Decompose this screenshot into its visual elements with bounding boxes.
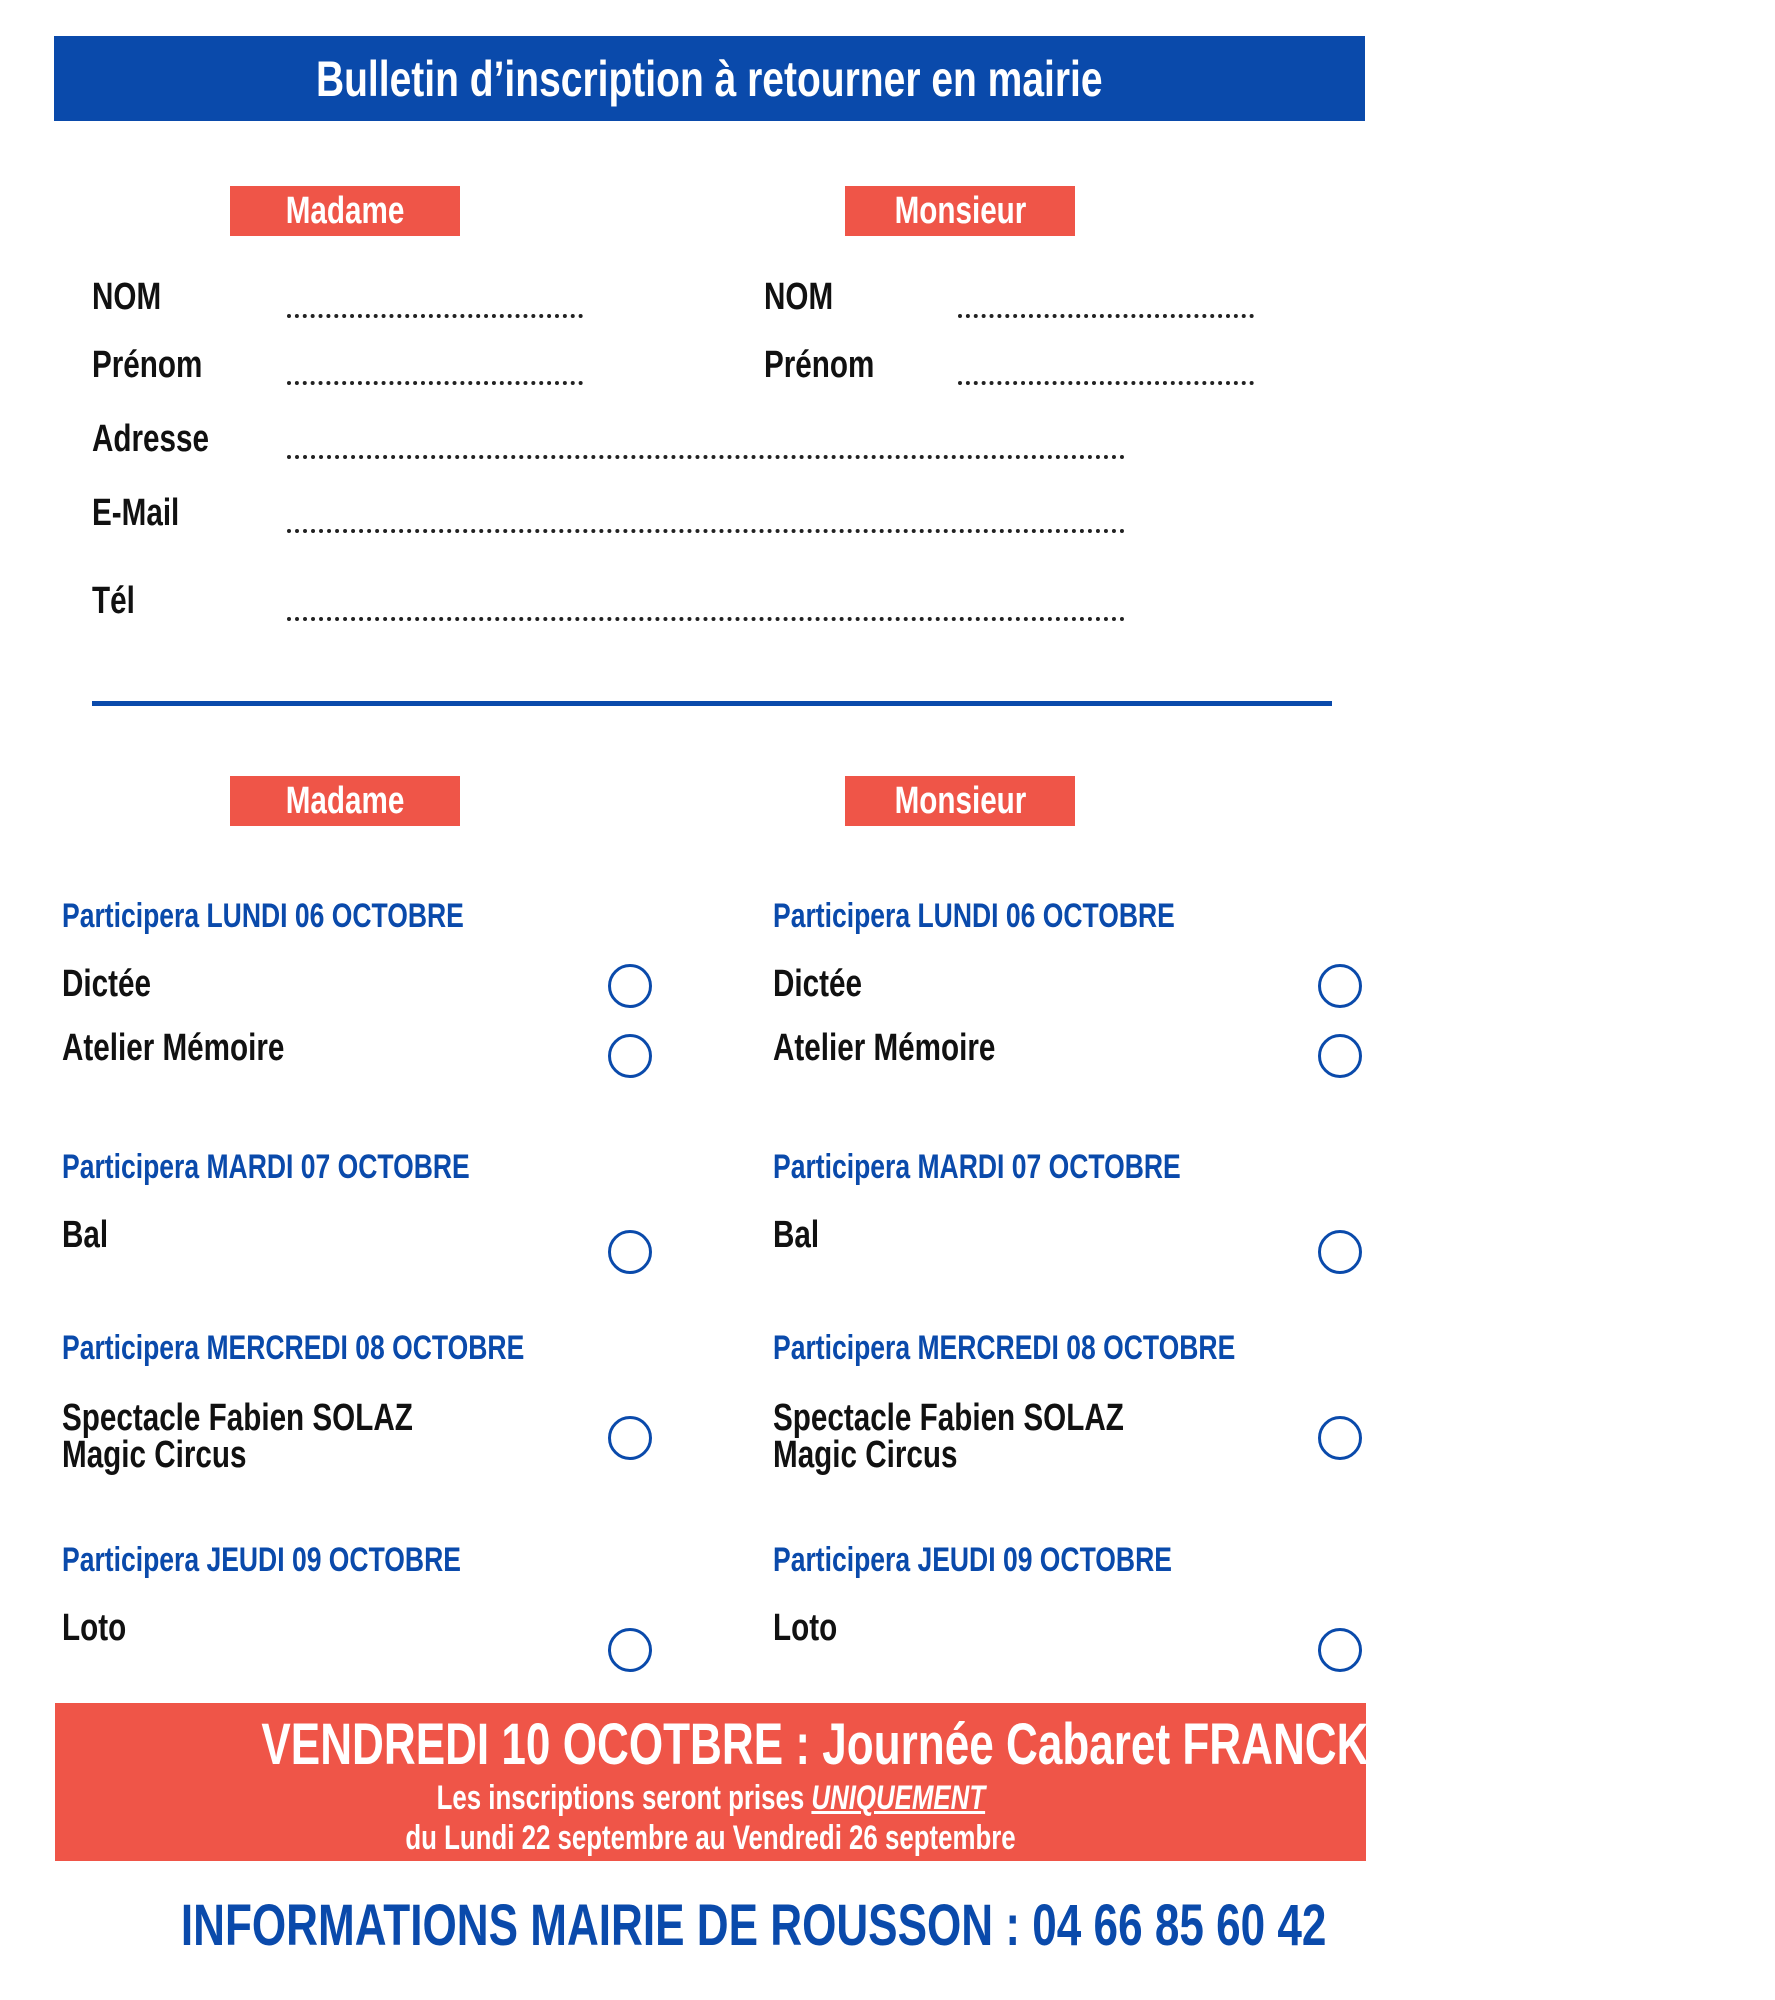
title-banner xyxy=(54,36,1365,121)
day-heading-jeudi-monsieur: Participera JEUDI 09 OCTOBRE xyxy=(773,1541,1172,1579)
radio-dictee-monsieur[interactable] xyxy=(1318,964,1362,1008)
radio-loto-madame[interactable] xyxy=(608,1628,652,1672)
email-field[interactable] xyxy=(287,529,1125,533)
footer-line-2-emphasis: UNIQUEMENT xyxy=(811,1779,985,1817)
day-heading-mercredi-monsieur: Participera MERCREDI 08 OCTOBRE xyxy=(773,1329,1236,1367)
page-title: Bulletin d’inscription à retourner en mairie xyxy=(316,50,1103,107)
day-heading-mardi-monsieur: Participera MARDI 07 OCTOBRE xyxy=(773,1148,1181,1186)
radio-atelier-madame[interactable] xyxy=(608,1034,652,1078)
radio-spectacle-madame[interactable] xyxy=(608,1416,652,1460)
prenom-field-monsieur[interactable] xyxy=(958,381,1254,385)
adresse-field[interactable] xyxy=(287,455,1125,459)
footer-headline: VENDREDI 10 OCOTBRE : Journée Cabaret FRANCKY FOLIES xyxy=(261,1712,1569,1777)
activity-loto-monsieur: Loto xyxy=(773,1607,838,1649)
tel-label: Tél xyxy=(92,580,135,622)
activity-spectacle-madame: Spectacle Fabien SOLAZ Magic Circus xyxy=(62,1397,413,1476)
activity-atelier-madame: Atelier Mémoire xyxy=(62,1027,285,1069)
email-label: E-Mail xyxy=(92,492,180,534)
radio-bal-madame[interactable] xyxy=(608,1230,652,1274)
footer-line-3: du Lundi 22 septembre au Vendredi 26 septembre xyxy=(405,1819,1016,1857)
madame-participation-label: Madame xyxy=(285,779,405,822)
footer-line-2-prefix: Les inscriptions seront prises xyxy=(436,1779,812,1817)
day-heading-lundi-madame: Participera LUNDI 06 OCTOBRE xyxy=(62,897,464,935)
activity-atelier-monsieur: Atelier Mémoire xyxy=(773,1027,996,1069)
madame-tag xyxy=(230,186,460,236)
radio-spectacle-monsieur[interactable] xyxy=(1318,1416,1362,1460)
nom-label-madame: NOM xyxy=(92,276,162,318)
prenom-field-madame[interactable] xyxy=(287,381,583,385)
nom-field-madame[interactable] xyxy=(287,314,583,318)
nom-field-monsieur[interactable] xyxy=(958,314,1254,318)
activity-bal-madame: Bal xyxy=(62,1214,109,1256)
radio-dictee-madame[interactable] xyxy=(608,964,652,1008)
footer-line-2 xyxy=(436,1779,985,1818)
section-separator xyxy=(92,701,1332,706)
day-heading-jeudi-madame: Participera JEUDI 09 OCTOBRE xyxy=(62,1541,461,1579)
activity-dictee-monsieur: Dictée xyxy=(773,963,862,1005)
day-heading-lundi-monsieur: Participera LUNDI 06 OCTOBRE xyxy=(773,897,1175,935)
day-heading-mercredi-madame: Participera MERCREDI 08 OCTOBRE xyxy=(62,1329,525,1367)
activity-dictee-madame: Dictée xyxy=(62,963,151,1005)
prenom-label-monsieur: Prénom xyxy=(764,344,875,386)
info-contact: INFORMATIONS MAIRIE DE ROUSSON : 04 66 85 60 42 xyxy=(180,1893,1327,1958)
radio-bal-monsieur[interactable] xyxy=(1318,1230,1362,1274)
madame-participation-tag xyxy=(230,776,460,826)
activity-loto-madame: Loto xyxy=(62,1607,127,1649)
adresse-label: Adresse xyxy=(92,418,209,460)
nom-label-monsieur: NOM xyxy=(764,276,834,318)
prenom-label-madame: Prénom xyxy=(92,344,203,386)
monsieur-tag-label: Monsieur xyxy=(894,189,1026,232)
footer-banner xyxy=(55,1703,1569,1861)
activity-spectacle-monsieur: Spectacle Fabien SOLAZ Magic Circus xyxy=(773,1397,1124,1476)
activity-bal-monsieur: Bal xyxy=(773,1214,820,1256)
day-heading-mardi-madame: Participera MARDI 07 OCTOBRE xyxy=(62,1148,470,1186)
monsieur-participation-label: Monsieur xyxy=(894,779,1026,822)
radio-loto-monsieur[interactable] xyxy=(1318,1628,1362,1672)
madame-tag-label: Madame xyxy=(285,189,405,232)
radio-atelier-monsieur[interactable] xyxy=(1318,1034,1362,1078)
tel-field[interactable] xyxy=(287,617,1125,621)
monsieur-participation-tag xyxy=(845,776,1075,826)
monsieur-tag xyxy=(845,186,1075,236)
